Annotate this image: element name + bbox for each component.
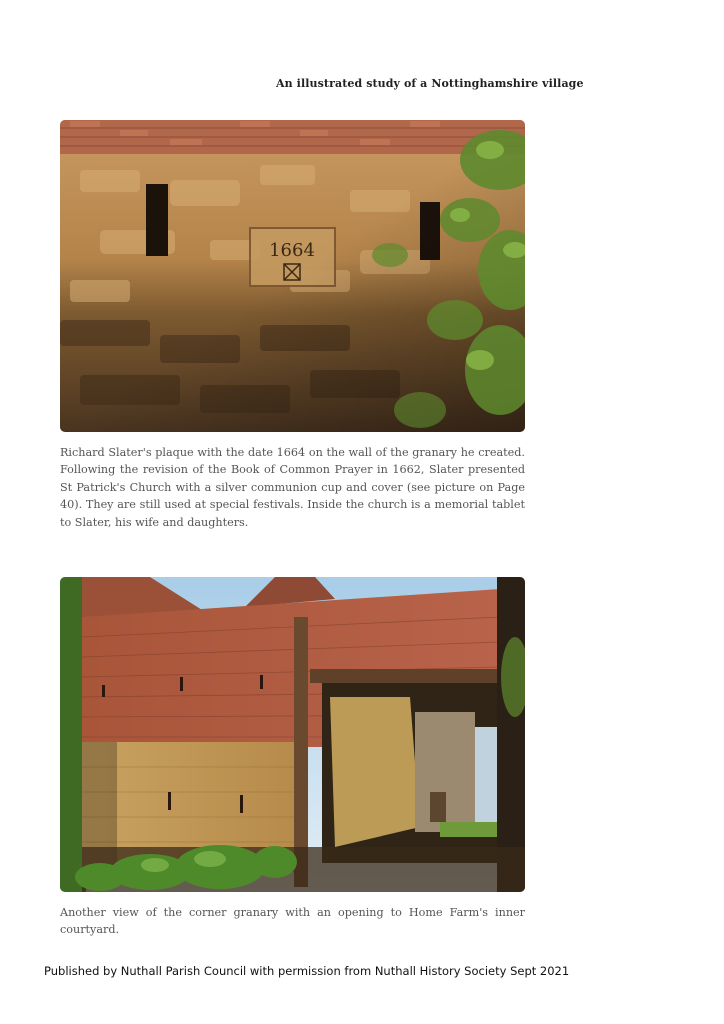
granary-plaque-photo: [60, 120, 525, 432]
page-footer: Published by Nuthall Parish Council with permission from Nuthall History Society Sept 2021: [44, 964, 570, 978]
corner-granary-photo: [60, 577, 525, 892]
granary-caption: Another view of the corner granary with an opening to Home Farm's inner courtyard.: [60, 906, 525, 937]
plaque-caption: Richard Slater's plaque with the date 1664 on the wall of the granary he created. Following the revision of the Book of Common Prayer in 1662, Slater presented St Patrick's Church with a silver communion cup and cover (see picture on Page 40). They are still used at special festivals. Inside the church is a memorial tablet to Slater, his wife and daughters.: [60, 446, 525, 529]
page-header: An illustrated study of a Nottinghamshire village: [276, 77, 584, 90]
